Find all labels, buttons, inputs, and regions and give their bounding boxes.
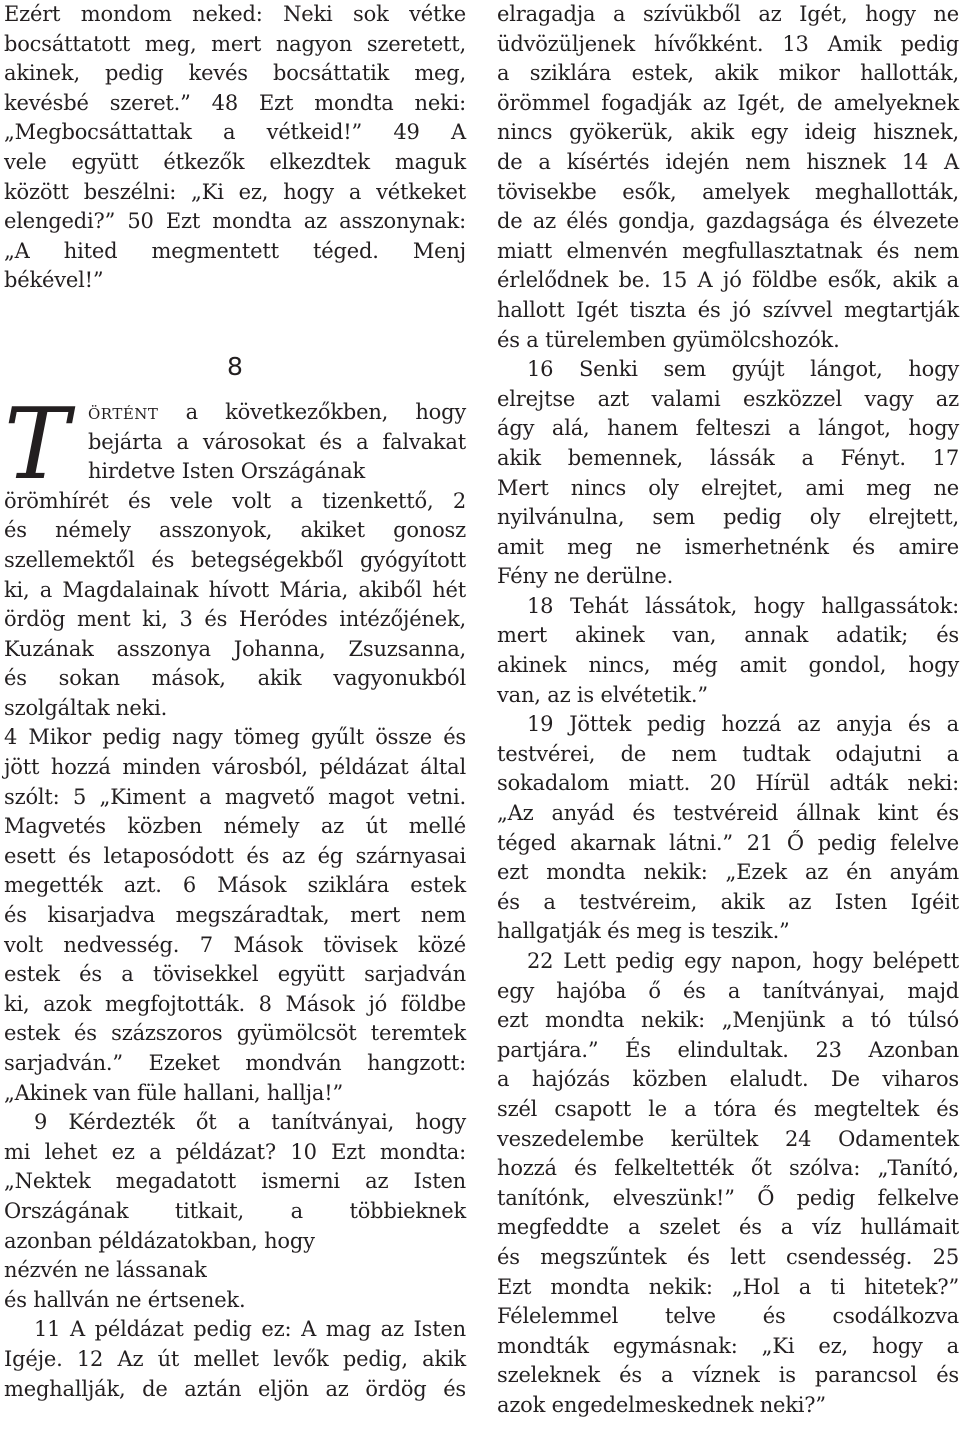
text-line: között beszélni: „Ki ez, hogy a vétkeket (4, 179, 466, 204)
text-line: Fény ne derülne. (497, 564, 674, 589)
text-line: bocsáttatott meg, mert nagyon szeretett, (4, 31, 466, 56)
drop-cap-letter: T (4, 387, 70, 502)
text-line: ágy alá, hanem felteszi a lángot, hogy (497, 416, 959, 441)
chapter-paragraph-3 (4, 1108, 466, 1256)
chapter-paragraph-2 (4, 723, 466, 1108)
text-line: „A hited megmentett téged. Menj (4, 238, 466, 263)
text-line: akinek nincs, még amit gondol, hogy (497, 653, 959, 678)
text-line: nincs gyökerük, akik egy ideig hisznek, (497, 120, 959, 145)
text-line: téged akarnak látni.” 21 Ő pedig felelve (497, 830, 959, 855)
text-line: szellemektől és betegségekből gyógyított (4, 547, 466, 572)
text-line: ki, a Magdalainak hívott Mária, akiből hét (4, 577, 466, 602)
text-line: a sziklára estek, akik mikor hallották, (497, 61, 959, 86)
text-line: estek és százszoros gyümölcsöt teremtek (4, 1021, 466, 1046)
text-line: akik bemennek, lássák a Fényt. 17 (497, 445, 959, 470)
text-line: 4 Mikor pedig nagy tömeg gyűlt össze és (4, 725, 466, 750)
right-paragraph-2 (497, 355, 959, 592)
text-line: akinek, pedig kevés bocsáttatik meg, (4, 61, 466, 86)
text-line: Országának titkait, a többieknek (4, 1198, 466, 1223)
text-line: veszedelembe kerültek 24 Odamentek (497, 1126, 959, 1151)
text-line: amit meg ne ismerhetnénk és amire (497, 534, 959, 559)
text-line: hallott Igét tiszta és jó szívvel megtartják (497, 297, 959, 322)
right-paragraph-5 (497, 947, 959, 1421)
text-line: szolgáltak neki. (4, 695, 168, 720)
text-line: megették azt. 6 Mások sziklára estek (4, 873, 466, 898)
text-line: 9 Kérdezték őt a tanítványai, hogy (34, 1110, 466, 1135)
text-line: van, az is elvétetik.” (497, 682, 708, 707)
text-line: partjára.” És elindultak. 23 Azonban (497, 1037, 959, 1062)
text-line: és a testvéreim, akik az Isten Igéit (497, 889, 959, 914)
text-line: és hallván ne értsenek. (4, 1287, 246, 1312)
text-line: nézvén ne lássanak (4, 1258, 207, 1283)
right-paragraph-1 (497, 0, 959, 355)
text-line: kevésbé szeret.” 48 Ezt mondta neki: (4, 90, 466, 115)
text-line: „Az anyád és testvéreid állnak kint és (497, 801, 959, 826)
text-line: üdvözüljenek hívőkként. 13 Amik pedig (497, 31, 959, 56)
text-line: sarjadván.” Ezeket mondván hangzott: (4, 1051, 466, 1075)
text-line: azok engedelmeskednek neki?” (497, 1392, 826, 1417)
text-line: estek és a tövisekkel együtt sarjadván (4, 962, 466, 987)
text-line: esett és letaposódott és az ég szárnyasai (4, 843, 466, 868)
text-line: 16 Senki sem gyújt lángot, hogy (527, 357, 959, 382)
text-line: szeleknek és a víznek is parancsol és (497, 1363, 959, 1388)
text-line: „Nektek megadatott ismerni az Isten (4, 1169, 466, 1194)
drop-first-word: ÖRTÉNT (88, 404, 159, 423)
text-line: egy hajóba ő és a tanítványai, majd (497, 978, 959, 1003)
text-line: elrejtse azt valami eszközzel vagy az (497, 386, 959, 411)
chapter-number: 8 (227, 351, 243, 381)
text-line: és kisarjadva megszáradtak, mert nem (4, 903, 466, 928)
text-line: hallgatják és meg is teszik.” (497, 919, 790, 944)
text-line: és némely asszonyok, akiket gonosz (4, 518, 466, 543)
text-line: testvérei, de nem tudtak odajutni a (497, 741, 959, 766)
text-line: miatt elmenvén megfullasztatnak és nem (497, 238, 959, 263)
text-line: elragadja a szívükből az Igét, hogy ne (497, 2, 959, 26)
right-column (497, 0, 959, 1421)
text-line: megfeddte a szelet és a víz hullámait (497, 1215, 959, 1240)
text-line: és megszűntek és lett csendesség. 25 (497, 1244, 959, 1269)
text-line: Félelemmel telve és csodálkozva (497, 1304, 959, 1329)
text-line: ki, azok megfojtották. 8 Mások jó földbe (4, 991, 466, 1016)
chapter-paragraph-1 (4, 487, 466, 724)
text-line: azonban példázatokban, hogy (4, 1228, 315, 1253)
text-line: „Akinek van füle hallani, hallja!” (4, 1080, 344, 1105)
quotation (4, 1256, 466, 1315)
text-line: Kuzának asszonya Johanna, Zsuzsanna, (4, 636, 466, 661)
text-line: és sokan mások, akik vagyonukból (4, 666, 466, 691)
text-line: jött hozzá minden városból, példázat által (4, 755, 466, 780)
intro-paragraph (4, 0, 466, 296)
left-column (4, 0, 466, 1404)
text-line: szél csapott le a tóra és megteltek és (497, 1096, 959, 1121)
text-line: 18 Tehát lássátok, hogy hallgassátok: (527, 593, 959, 618)
text-line: volt nedvesség. 7 Mások tövisek közé (4, 932, 466, 957)
text-line: érlelődnek be. 15 A jó földbe esők, akik a (497, 268, 959, 293)
text-line: hozzá és felkeltették őt szólva: „Tanító, (497, 1156, 959, 1181)
text-line: „Megbocsáttattak a vétkeid!” 49 A (4, 120, 466, 145)
text-line: Ezt mondta nekik: „Hol a ti hitetek?” (497, 1274, 959, 1299)
text-line: mert akinek van, annak adatik; és (497, 623, 959, 648)
text-line: örömmel fogadják az Igét, de amelyeknek (497, 90, 959, 115)
text-line: mondták egymásnak: „Ki ez, hogy a (497, 1333, 959, 1358)
text-line: sokadalom miatt. 20 Hírül adták neki: (497, 771, 959, 796)
text-line: és a türelemben gyümölcshozók. (497, 327, 840, 352)
text-line: ezt mondta nekik: „Menjünk a tó túlsó (497, 1008, 959, 1033)
text-line: mi lehet ez a példázat? 10 Ezt mondta: (4, 1139, 466, 1164)
text-line: ezt mondta nekik: „Ezek az én anyám (497, 860, 959, 885)
drop-line-text: a következőkben, hogy (158, 399, 466, 424)
text-line: de az élés gondja, gazdagsága és élvezete (497, 209, 959, 234)
text-line: Magvetés közben némely az út mellé (4, 814, 466, 839)
text-line: nyilvánulna, sem pedig oly elrejtett, (497, 505, 959, 530)
text-line (4, 398, 466, 428)
text-line: békével!” (4, 268, 104, 293)
text-line: bejárta a városokat és a falvakat (88, 429, 466, 454)
text-line: tanítónk, elveszünk!” Ő pedig felkelve (497, 1185, 959, 1210)
text-line: a hajózás közben elaludt. De viharos (497, 1067, 959, 1092)
text-line: vele együtt étkezők elkezdtek maguk (4, 149, 466, 174)
right-paragraph-4 (497, 710, 959, 947)
right-paragraph-3 (497, 592, 959, 710)
chapter-paragraph-4 (4, 1315, 466, 1404)
text-line: hirdetve Isten Országának (88, 459, 366, 484)
text-line: Ezért mondom neked: Neki sok vétke (4, 2, 466, 26)
text-line: ördög ment ki, 3 és Heródes intézőjének, (4, 607, 466, 632)
text-line: 22 Lett pedig egy napon, hogy belépett (527, 949, 959, 973)
text-line: 11 A példázat pedig ez: A mag az Isten (34, 1317, 466, 1342)
text-line: meghallják, de aztán eljön az ördög és (4, 1376, 466, 1401)
text-line: tövisekbe esők, amelyek meghallották, (497, 179, 959, 204)
text-line: szólt: 5 „Kiment a magvető magot vetni. (4, 784, 466, 809)
text-line: örömhírét és vele volt a tizenkettő, 2 (4, 488, 466, 513)
text-line: de a kísértés idején nem hisznek 14 A (497, 149, 959, 174)
text-line: Igéje. 12 Az út mellet levők pedig, akik (4, 1346, 466, 1371)
text-line: Mert nincs oly elrejtet, ami meg ne (497, 475, 959, 500)
text-line: 19 Jöttek pedig hozzá az anyja és a (527, 712, 959, 737)
text-line: elengedi?” 50 Ezt mondta az asszonynak: (4, 209, 466, 234)
